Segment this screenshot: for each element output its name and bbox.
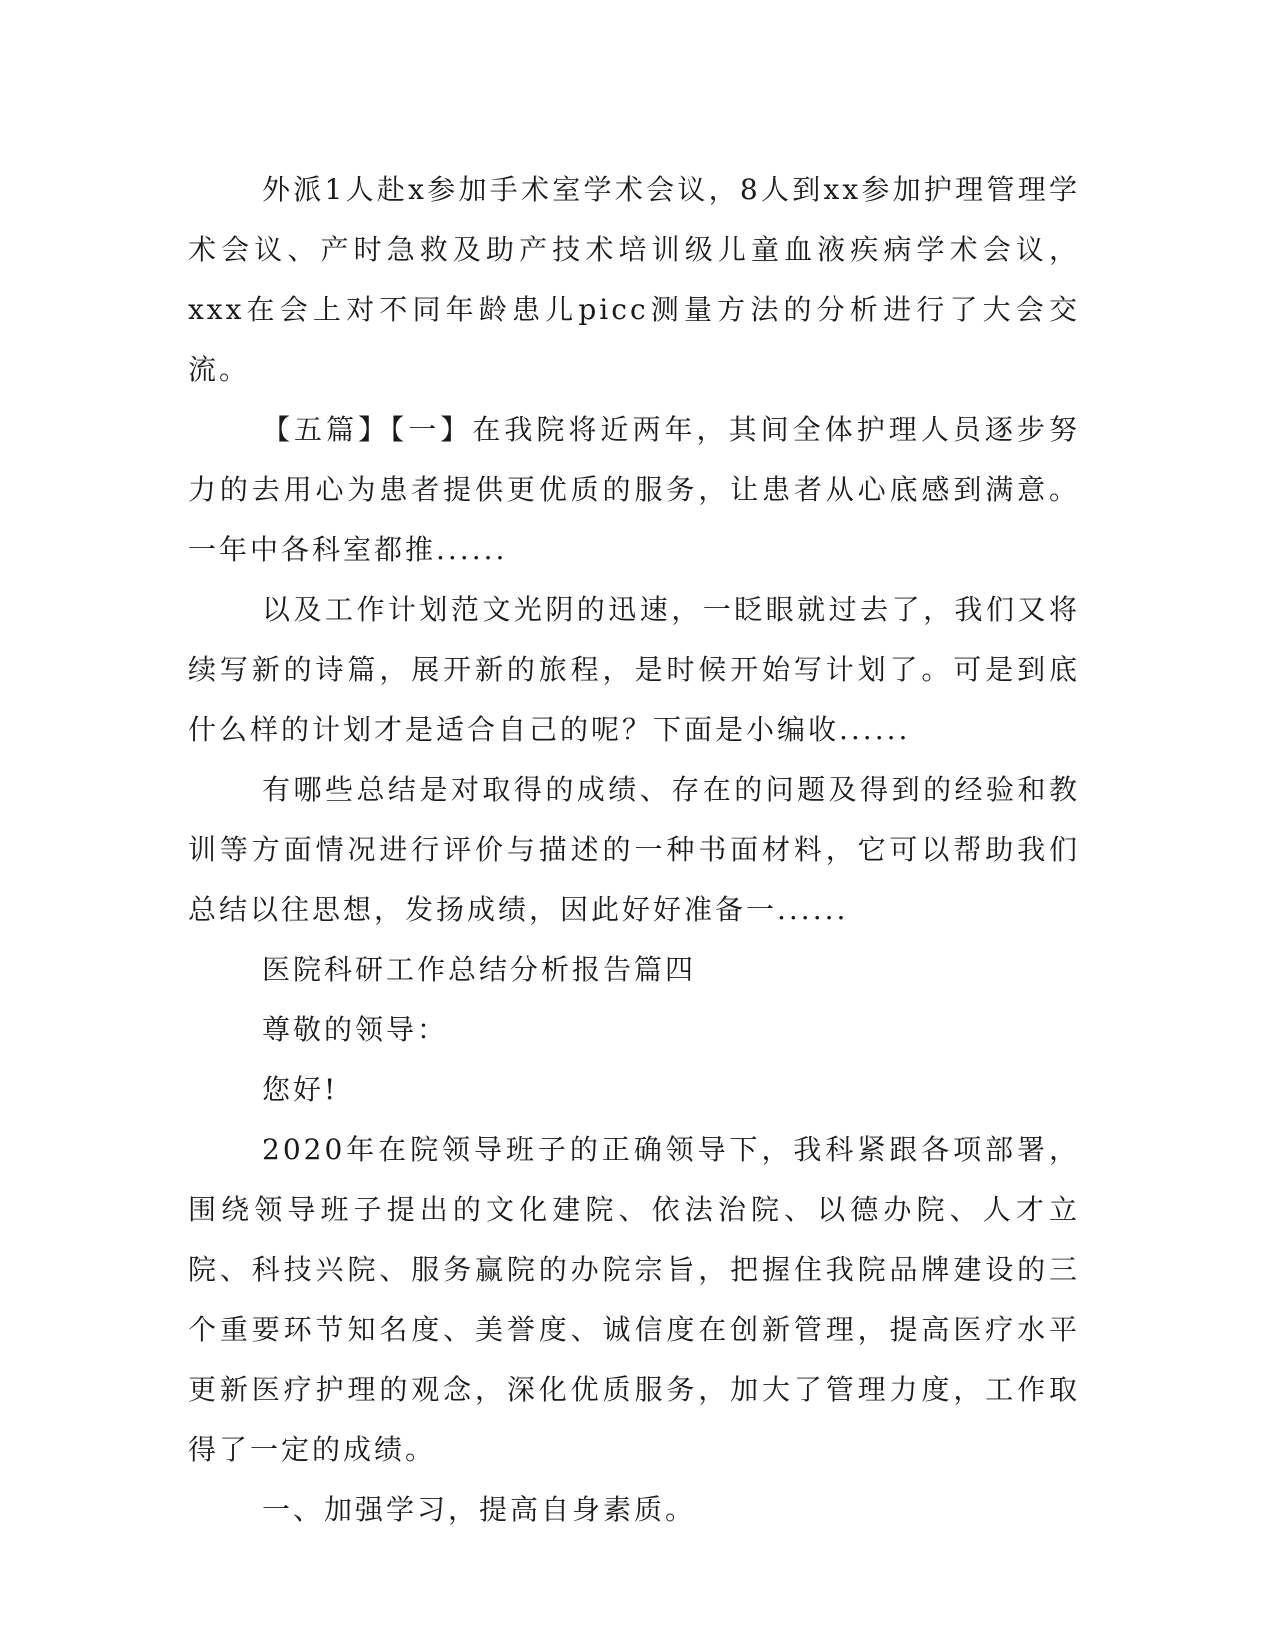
salutation: 尊敬的领导： bbox=[262, 1013, 449, 1046]
greeting: 您好! bbox=[262, 1073, 339, 1106]
paragraph-summary-definition: 有哪些总结是对取得的成绩、存在的问题及得到的经验和教训等方面情况进行评价与描述的一种书面材料，它可以帮助我们总结以往思想，发扬成绩，因此好好准备一...... bbox=[188, 773, 1080, 926]
paragraph-work-plan: 以及工作计划范文光阴的迅速，一眨眼就过去了，我们又将续写新的诗篇，展开新的旅程，是时候开始写计划了。可是到底什么样的计划才是适合自己的呢？下面是小编收...... bbox=[188, 593, 1080, 746]
document-body bbox=[188, 160, 1080, 1540]
subheading-study: 一、加强学习，提高自身素质。 bbox=[262, 1493, 697, 1526]
paragraph-five-articles: 【五篇】【一】在我院将近两年，其间全体护理人员逐步努力的去用心为患者提供更优质的服务，让患者从心底感到满意。一年中各科室都推...... bbox=[188, 413, 1080, 566]
section-heading: 医院科研工作总结分析报告篇四 bbox=[262, 953, 697, 986]
paragraph-annual-summary: 2020年在院领导班子的正确领导下，我科紧跟各项部署，围绕领导班子提出的文化建院、依法治院、以德办院、人才立院、科技兴院、服务赢院的办院宗旨，把握住我院品牌建设的三个重要环节知名度、美誉度、诚信度在创新管理，提高医疗水平更新医疗护理的观念，深化优质服务，加大了管理力度，工作取得了一定的成绩。 bbox=[188, 1133, 1080, 1466]
paragraph-conference-delegation: 外派1人赴x参加手术室学术会议，8人到xx参加护理管理学术会议、产时急救及助产技术培训级儿童血液疾病学术会议，xxx在会上对不同年龄患儿picc测量方法的分析进行了大会交流。 bbox=[188, 173, 1080, 386]
